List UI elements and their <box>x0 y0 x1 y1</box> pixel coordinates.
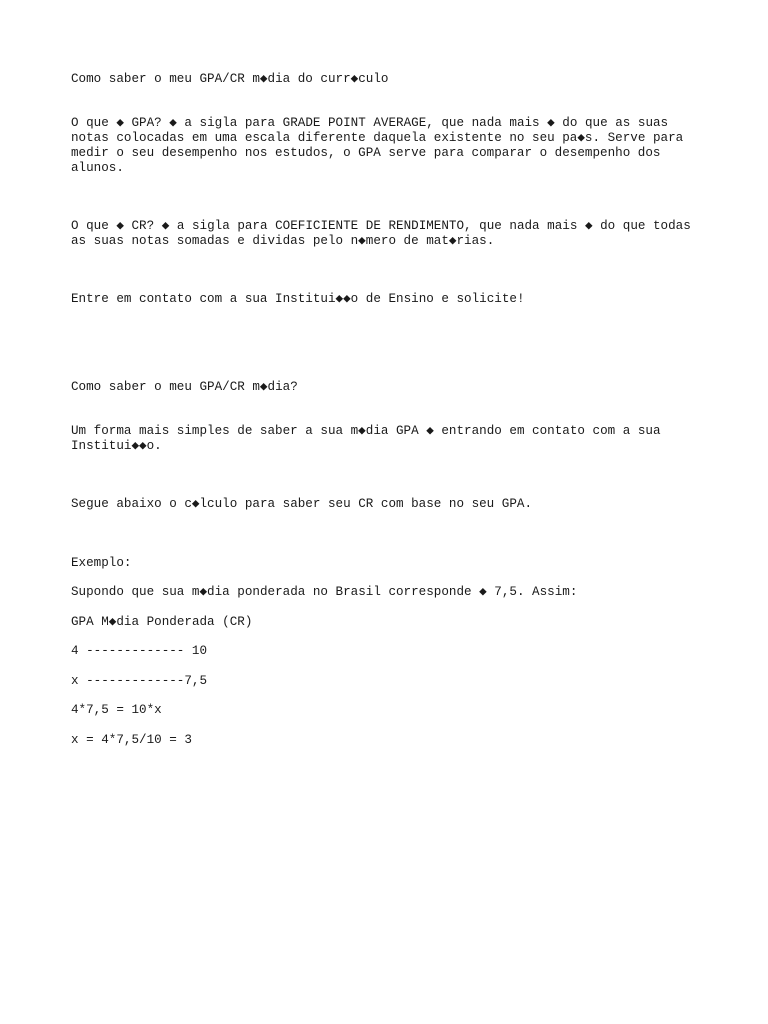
example-assumption: Supondo que sua m◆dia ponderada no Brasil corresponde ◆ 7,5. Assim: <box>71 585 578 599</box>
gpa-paragraph-line: O que ◆ GPA? ◆ a sigla para GRADE POINT AVERAGE, que nada mais ◆ do que as suas <box>71 116 669 130</box>
cr-paragraph-line: O que ◆ CR? ◆ a sigla para COEFICIENTE DE RENDIMENTO, que nada mais ◆ do que todas <box>71 219 691 233</box>
cr-paragraph-line: as suas notas somadas e dividas pelo n◆mero de mat◆rias. <box>71 234 495 248</box>
gpa-paragraph-line: medir o seu desempenho nos estudos, o GPA serve para comparar o desempenho dos <box>71 146 661 160</box>
equation-line: 4*7,5 = 10*x <box>71 703 162 717</box>
heading-gpa-cr-curriculo: Como saber o meu GPA/CR m◆dia do curr◆culo <box>71 72 389 86</box>
equation-result: x = 4*7,5/10 = 3 <box>71 733 192 747</box>
conversion-row: 4 ------------- 10 <box>71 644 208 658</box>
gpa-paragraph-line: notas colocadas em uma escala diferente daquela existente no seu pa◆s. Serve para <box>71 131 684 145</box>
contact-institution-line: Entre em contato com a sua Institui◆◆o de Ensino e solicite! <box>71 292 525 306</box>
heading-gpa-cr-media: Como saber o meu GPA/CR m◆dia? <box>71 380 298 394</box>
calculation-intro: Segue abaixo o c◆lculo para saber seu CR com base no seu GPA. <box>71 497 533 511</box>
simple-way-line: Institui◆◆o. <box>71 439 162 453</box>
simple-way-line: Um forma mais simples de saber a sua m◆dia GPA ◆ entrando em contato com a sua <box>71 424 661 438</box>
gpa-paragraph-line: alunos. <box>71 161 124 175</box>
example-label: Exemplo: <box>71 556 132 570</box>
conversion-row: x -------------7,5 <box>71 674 208 688</box>
conversion-table-header: GPA M◆dia Ponderada (CR) <box>71 615 253 629</box>
